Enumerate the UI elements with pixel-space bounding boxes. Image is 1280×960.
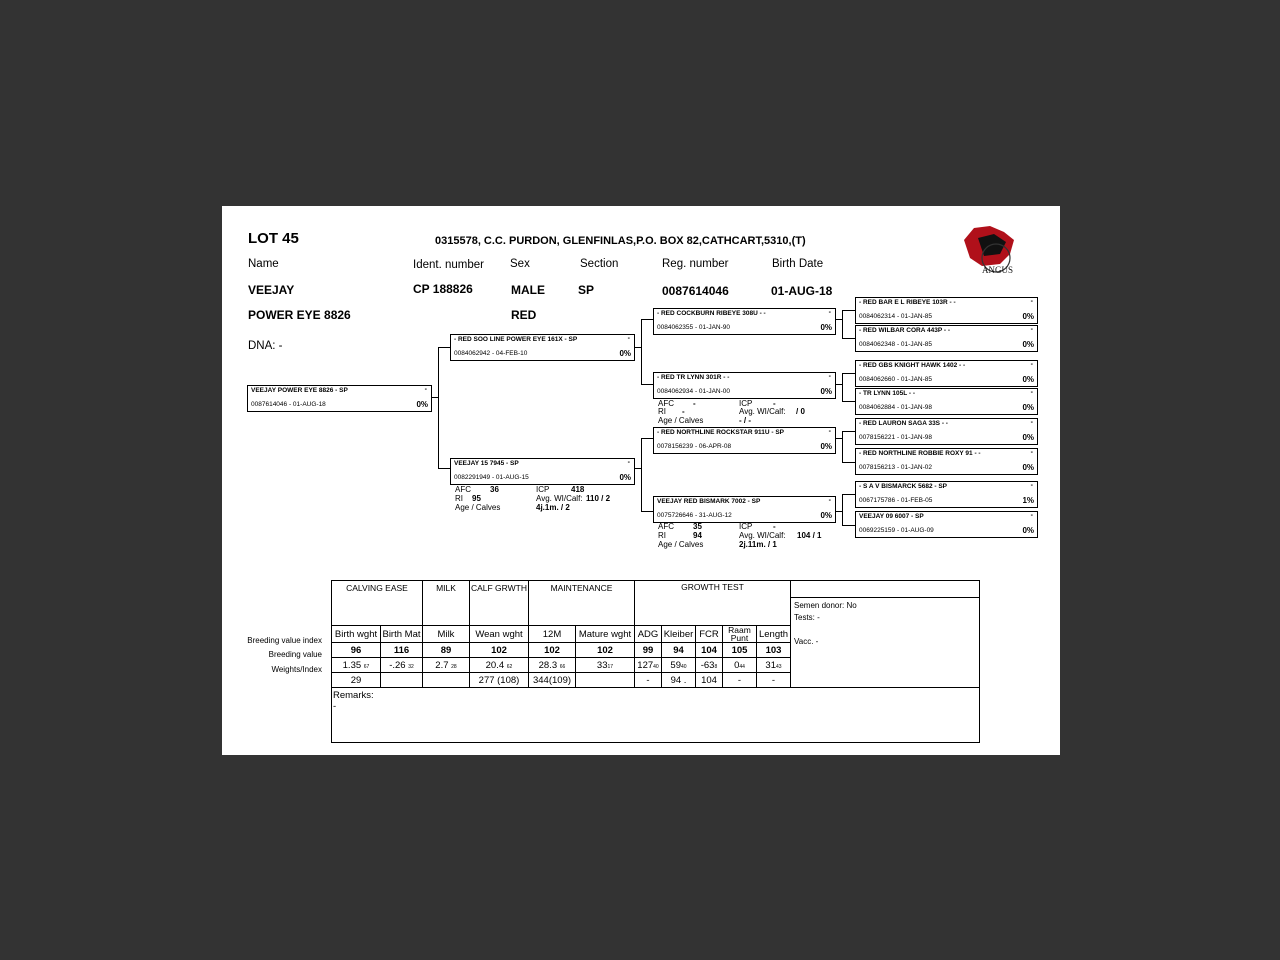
animal-name-1: VEEJAY (248, 283, 295, 297)
dna-label: DNA: - (248, 340, 283, 352)
sex-value: MALE (511, 283, 545, 297)
breeder-details: 0315578, C.C. PURDON, GLENFINLAS,P.O. BOX 82,CATHCART,5310,(T) (435, 235, 806, 247)
logo-text: ANGUS (982, 265, 1014, 275)
pedigree-self: VEEJAY POWER EYE 8826 - SP - 0087614046 - 01-AUG-18 0% (247, 385, 432, 412)
angus-logo (960, 220, 1020, 276)
col-raam-punt: Raam Punt (723, 626, 757, 643)
lot-number: LOT 45 (248, 230, 299, 247)
section-value: SP (578, 283, 595, 297)
label-sex: Sex (510, 258, 530, 270)
pedigree-ddd: VEEJAY 09 6007 - SP - 0069225159 - 01-AUG-09 0% (855, 511, 1038, 538)
col-birth-mat: Birth Mat (381, 626, 423, 643)
pedigree-dss: - RED LAURON SAGA 33S - - - 0078156221 - 01-JAN-98 0% (855, 418, 1038, 445)
reg-number: 0087614046 (662, 284, 729, 298)
ident-number: CP 188826 (413, 282, 473, 296)
remarks-label: Remarks: (333, 690, 374, 701)
col-fcr: FCR (696, 626, 723, 643)
col-length: Length (757, 626, 791, 643)
group-milk: MILK (423, 581, 470, 626)
bv-row: 1.35 67 -.26 32 2.7 28 20.4 62 28.3 66 3317 12740 5940 -638 044 3143 (332, 658, 980, 673)
group-calving-ease: CALVING EASE (332, 581, 423, 626)
col-mature-wght: Mature wght (576, 626, 635, 643)
pedigree-ssd: - RED WILBAR CORA 443P - - - 0084062348 - 01-JAN-85 0% (855, 325, 1038, 352)
col-wean-wght: Wean wght (470, 626, 529, 643)
label-section: Section (580, 258, 619, 270)
birth-date: 01-AUG-18 (771, 284, 833, 298)
pedigree-sire-sire: - RED COCKBURN RIBEYE 308U - - - 0084062355 - 01-JAN-90 0% (653, 308, 836, 335)
index-row: 96 116 89 102 102 102 99 94 104 105 103 (332, 643, 980, 658)
pedigree-dam: VEEJAY 15 7945 - SP - 0082291949 - 01-AUG-15 0% (450, 458, 635, 485)
pedigree-dam-dam: VEEJAY RED BISMARK 7002 - SP - 0075726646 - 31-AUG-12 0% (653, 496, 836, 523)
col-birth-wght: Birth wght (332, 626, 381, 643)
pedigree-sds: - RED GBS KNIGHT HAWK 1402 - - - 0084062660 - 01-JAN-85 0% (855, 360, 1038, 387)
pedigree-document: LOT 45 0315578, C.C. PURDON, GLENFINLAS,P.O. BOX 82,CATHCART,5310,(T) ANGUS Name Ident. number Sex Section Reg. number Birth Date VEEJAY POWER EYE 8826 CP 188826 MALE RED SP 0087614046 01-AUG-18 DNA: - VEEJAY POWER EYE 8826 - SP - 0087614046 - 01-AUG-18 0% - RED SOO LINE POWER EYE 161X - SP - 0084062942 - 04-FEB-10 0% VEEJAY 15 7945 - SP - 0082291949 - 01-AUG-15 0% - RED COCKBURN RIBEYE 308U - - - 0084062355 - 01-JAN-90 0% - RED TR LYNN 301R - - - 0084062934 - 01-JAN-00 0% - RED NORTHLINE ROCKSTAR 911U - SP - 0078156239 - 06-APR-08 0% VEEJAY RED BISMARK 7002 - SP - 0075726646 - 31-AUG-12 0% - RED BAR E L RIBEYE 103R - - - 0084062314 - 01-JAN-85 0% - RED WILBAR CORA 443P - - - 0084062348 - 01-JAN-85 0% - RED GBS KNIGHT HAWK 1402 - - - 0084062660 - 01-JAN-85 0% - TR LYNN 105L - - - 0084062884 - 01-JAN-98 0% - RED LAURON SAGA 33S - - - 0078156221 - 01-JAN-98 0% - RED NORTHLINE ROBBIE ROXY 91 - - - 0078156213 - 01-JAN-02 0% - S A V BISMARCK 5682 - SP - 0067175786 - 01-FEB-05 1% VEEJAY 09 6007 - SP - 0069225159 - 01-AUG-09 0% AFC 36 ICP 418 RI 95 Avg. WI/Calf: 110 / 2 Age / Calves 4j.1m. / 2 AFC - ICP - RI - Avg. WI/Calf: / 0 Age / Calves - / - AFC 35 ICP - RI 94 Avg. WI/Calf: 104 / 1 Age / Calves 2j.11m. / 1 Breeding value index Breeding value Weights/Index CALVING EASE MILK CALF GRWTH MAINTENANCE GROWTH TEST Semen donor: No Tests: - Vacc. - Birth wght Birth Mat Milk Wean wght 12M Mature wght ADG Kleiber FCR Raam Punt Length 96 116 89 102 102 102 99 94 104 105 103 1.35 67 -.26 32 2.7 28 20.4 62 28.3 66 3317 12740 5940 -638 044 3143 29 277 (108) 344(109) - 94 . 104 - - Remarks: - (222, 206, 1060, 755)
label-birth: Birth Date (772, 258, 824, 270)
pedigree-sss: - RED BAR E L RIBEYE 103R - - - 0084062314 - 01-JAN-85 0% (855, 297, 1038, 324)
pedigree-sire-dam: - RED TR LYNN 301R - - - 0084062934 - 01-JAN-00 0% (653, 372, 836, 399)
pedigree-sdd: - TR LYNN 105L - - - 0084062884 - 01-JAN-98 0% (855, 388, 1038, 415)
row-label-weights: Weights/Index (271, 665, 322, 674)
label-reg: Reg. number (662, 258, 729, 270)
vaccinations: Vacc. - (794, 637, 819, 646)
semen-donor: Semen donor: No (794, 601, 857, 610)
group-maintenance: MAINTENANCE (529, 581, 635, 626)
tests: Tests: - (794, 613, 820, 622)
pedigree-dsd: - RED NORTHLINE ROBBIE ROXY 91 - - - 0078156213 - 01-JAN-02 0% (855, 448, 1038, 475)
col-adg: ADG (635, 626, 662, 643)
pedigree-dds: - S A V BISMARCK 5682 - SP - 0067175786 - 01-FEB-05 1% (855, 481, 1038, 508)
pedigree-sire: - RED SOO LINE POWER EYE 161X - SP - 0084062942 - 04-FEB-10 0% (450, 334, 635, 361)
weights-row: 29 277 (108) 344(109) - 94 . 104 - - (332, 673, 980, 688)
group-growth-test: GROWTH TEST (635, 581, 791, 626)
breeding-value-table (331, 580, 980, 743)
row-label-bv: Breeding value (268, 650, 322, 659)
colour-value: RED (511, 308, 537, 322)
label-ident: Ident. number (413, 259, 484, 271)
animal-name-2: POWER EYE 8826 (248, 308, 351, 322)
label-name: Name (248, 258, 279, 270)
col-12m: 12M (529, 626, 576, 643)
col-kleiber: Kleiber (662, 626, 696, 643)
row-label-index: Breeding value index (247, 636, 322, 645)
remarks-value: - (333, 701, 337, 712)
col-milk: Milk (423, 626, 470, 643)
pedigree-dam-sire: - RED NORTHLINE ROCKSTAR 911U - SP - 0078156239 - 06-APR-08 0% (653, 427, 836, 454)
group-calf-growth: CALF GRWTH (470, 581, 529, 626)
